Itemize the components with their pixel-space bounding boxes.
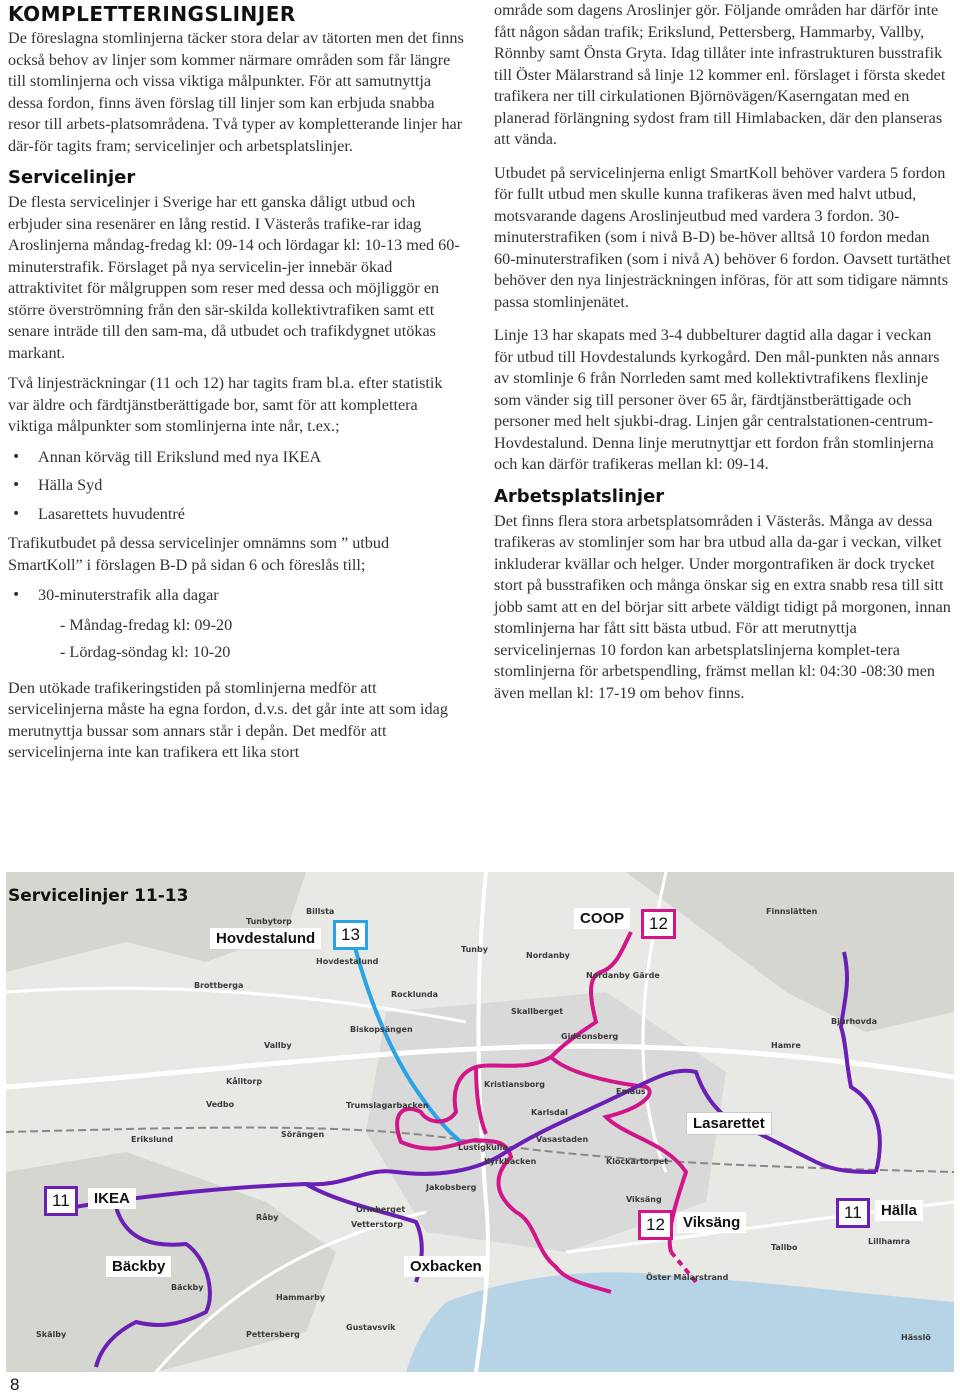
paragraph: Det finns flera stora arbetsplatsområden i Västerås. Många av dessa trafikeras av stomlinjer som har bra utbud alla da-gar i veckan, vilket inkluderar kvällar och helger. Under morgontrafiken är dock trycket stort på busstrafiken och många önskar sig en extra snabb resa till sitt jobb samt att en del börjar sitt arbete väldigt tidigt på morgonen, innan stomlinjerna har fått sitt bästa utbud. För att merutnyttja servicelinjernas 10 fordon kan arbetsplatslinjerna komplet-tera stomlinjerna för arbetspendling, främst mellan kl: 04:30 -08:30 men även mellan kl: 17-19 om behov finns. <box>494 511 951 702</box>
map-label-backby: Bäckby <box>106 1256 171 1277</box>
map-canvas <box>6 872 954 1372</box>
place-name: Billsta <box>306 907 335 916</box>
line-number-badge-12: 12 <box>638 1210 673 1240</box>
bullet-icon: • <box>12 477 21 493</box>
paragraph: De flesta servicelinjer i Sverige har ett ganska dåligt utbud och erbjuder sina resenärer en lång restid. I Västerås trafike-rar idag Aroslinjerna måndag-fredag kl: 09-14 och lördagar kl: 10-13 med 60-minuterstrafik. Förslaget på nya servicelin-jer innebär ökad attraktivitet för målgruppen som reser med dessa och möjliggör en större överströmning från den sär-skilda kollektivtrafiken samt ett senare inträde till den sam-ma, då utbudet och trafikdygnet utökas markant. <box>8 193 460 362</box>
section-heading-arbetsplatslinjer: Arbetsplatslinjer <box>494 485 665 507</box>
place-name: Trumslagarbacken <box>346 1101 429 1110</box>
paragraph: Linje 13 har skapats med 3-4 dubbelturer dagtid alla dagar i veckan för utbud till Hovdestalunds kyrkogård. Den mål-punkten nås annars av stomlinje 6 från Norrleden samt med kollektivtrafikens flexlinje som vänder sig till personer över 65 år, färdtjänstberättigade och personer med helt sjukbi-drag. Linjen går centralstationen-centrum-Hovdestalund. Denna linje merutnyttjar ett fordon från stomlinjerna och kan därför trafikeras mellan kl: 09-14. <box>494 326 940 473</box>
place-name: Vetterstorp <box>351 1220 403 1229</box>
place-name: Tallbo <box>771 1243 798 1252</box>
page-number: 8 <box>10 1375 20 1394</box>
place-name: Skallberget <box>511 1007 564 1016</box>
section-heading-servicelinjer: Servicelinjer <box>8 167 136 188</box>
place-name: Karlsdal <box>531 1108 568 1117</box>
list-item: • Lasarettets huvudentré <box>8 504 466 526</box>
line-number-badge-11: 11 <box>836 1198 870 1228</box>
place-name: Hamre <box>771 1041 801 1050</box>
place-name: Sörängen <box>281 1130 325 1139</box>
schedule-item: - Lördag-söndag kl: 10-20 <box>60 643 231 661</box>
place-name: Nordanby Gärde <box>586 971 660 980</box>
place-name: Gustavsvik <box>346 1323 396 1332</box>
place-name: Biskopsängen <box>350 1025 413 1034</box>
place-name: Vedbo <box>206 1100 235 1109</box>
line-number-badge-12: 12 <box>641 909 676 939</box>
place-name: Gideonsberg <box>561 1032 619 1041</box>
place-name: Kålltorp <box>226 1077 263 1086</box>
place-name: Viksäng <box>626 1195 662 1204</box>
map-title: Servicelinjer 11-13 <box>8 886 189 906</box>
place-name: Öster Mälarstrand <box>646 1273 729 1282</box>
place-name: Hässlö <box>901 1333 931 1342</box>
left-column <box>8 0 466 773</box>
place-name: Råby <box>256 1213 279 1222</box>
place-name: Ormberget <box>356 1205 406 1214</box>
place-name: Vallby <box>264 1041 292 1050</box>
place-name: Klockartorpet <box>606 1157 669 1166</box>
place-name: Skälby <box>36 1330 67 1339</box>
place-name: Tunby <box>461 945 488 954</box>
paragraph: område som dagens Aroslinjer gör. Följande områden har därför inte fått någon sådan trafik; Erikslund, Pettersberg, Hammarby, Vallby, Rönnby samt Önsta Gryta. Idag tillåter inte infrastrukturen busstrafik till Öster Mälarstrand så linje 12 kommer enl. förslaget i första skedet trafikera ner till cirkulationen Björnövägen/Kaserngatan med en planerad förlängning sydost fram till Himlabacken, där den planseras att vända. <box>494 1 946 148</box>
place-name: Emaus <box>616 1087 646 1096</box>
place-name: Kristiansborg <box>484 1080 545 1089</box>
list-item: • Hälla Syd <box>8 475 466 497</box>
place-name: Hovdestalund <box>316 957 379 966</box>
place-name: Pettersberg <box>246 1330 300 1339</box>
place-name: Lillhamra <box>868 1237 911 1246</box>
place-name: Lustigkulla <box>458 1143 508 1152</box>
list-item: • Annan körväg till Erikslund med nya IKEA <box>8 447 466 469</box>
place-name: Bäckby <box>171 1283 204 1292</box>
bullet-icon: • <box>12 448 21 465</box>
line-number-badge-11: 11 <box>44 1186 78 1216</box>
place-name: Tunbytorp <box>246 917 292 926</box>
place-name: Nordanby <box>526 951 570 960</box>
bullet-list <box>8 447 466 526</box>
place-name: Brottberga <box>194 981 244 990</box>
line-number-badge-13: 13 <box>333 920 368 950</box>
map-label-viksang: Viksäng <box>677 1212 746 1233</box>
map-label-coop: COOP <box>574 908 630 929</box>
paragraph: Två linjesträckningar (11 och 12) har tagits fram bl.a. efter statistik var äldre och färdtjänstberättigade bor, samt för att komplettera viktiga målpunkter som stomlinjerna inte når, t.ex.; <box>8 374 443 435</box>
bullet-icon: • <box>12 587 21 603</box>
section-heading-kompletteringslinjer: KOMPLETTERINGSLINJER <box>8 2 296 26</box>
map-label-oxbacken: Oxbacken <box>404 1256 488 1277</box>
paragraph: De föreslagna stomlinjerna täcker stora delar av tätorten men det finns också behov av linjer som kommer närmare områden som får längre till stomlinjerna och vissa viktiga målpunkter. För att samutnyttja dessa fordon, finns även förslag till linjer som kan erbjuda snabba resor till arbets-platsområdena. Två typer av kompletterande linjer har där-för tagits fram; servicelinjer och arbetsplatslinjer. <box>8 29 464 155</box>
place-name: Rocklunda <box>391 990 438 999</box>
map-label-ikea: IKEA <box>88 1188 136 1209</box>
place-name: Kyrkbacken <box>484 1157 537 1166</box>
place-name: Erikslund <box>131 1135 174 1144</box>
place-name: Jakobsberg <box>426 1183 477 1192</box>
place-name: Vasastaden <box>536 1135 589 1144</box>
paragraph: Trafikutbudet på dessa servicelinjer omnämns som ” utbud SmartKoll” i förslagen B-D på sidan 6 och föreslås till; <box>8 534 390 574</box>
schedule-item: - Måndag-fredag kl: 09-20 <box>60 615 233 634</box>
place-name: Hammarby <box>276 1293 326 1302</box>
place-name: Bjurhovda <box>831 1017 878 1026</box>
map-label-lasarettet: Lasarettet <box>686 1112 772 1135</box>
route-map <box>6 872 954 1372</box>
paragraph: Utbudet på servicelinjerna enligt SmartKoll behöver vardera 5 fordon för fullt utbud men skulle kunna trafikeras även med halvt utbud, motsvarande dagens Aroslinjeutbud med vardera 3 fordon. 30-minuterstrafiken (som i nivå B-D) be-höver alltså 10 fordon medan 60-minuterstrafiken (som i nivå A) behöver 6 fordon. Oavsett turtäthet behöver den nya linjesträckningen införas, för att som tidigare nämnts passa stomlinjenätet. <box>494 163 951 311</box>
paragraph: Den utökade trafikeringstiden på stomlinjerna medför att servicelinjerna måste ha egna fordon, d.v.s. det går inte att som idag merutnyttja bussar som annars står i depån. Det medför att servicelinjerna inte kan trafikera ett lika stort <box>8 678 448 761</box>
bullet-list <box>8 585 466 607</box>
right-column <box>494 0 952 713</box>
place-name: Finnslätten <box>766 907 818 916</box>
bullet-icon: • <box>12 505 21 522</box>
map-label-hovdestalund: Hovdestalund <box>210 928 321 949</box>
map-label-halla: Hälla <box>875 1200 923 1221</box>
list-item: • 30-minuterstrafik alla dagar <box>8 585 466 607</box>
